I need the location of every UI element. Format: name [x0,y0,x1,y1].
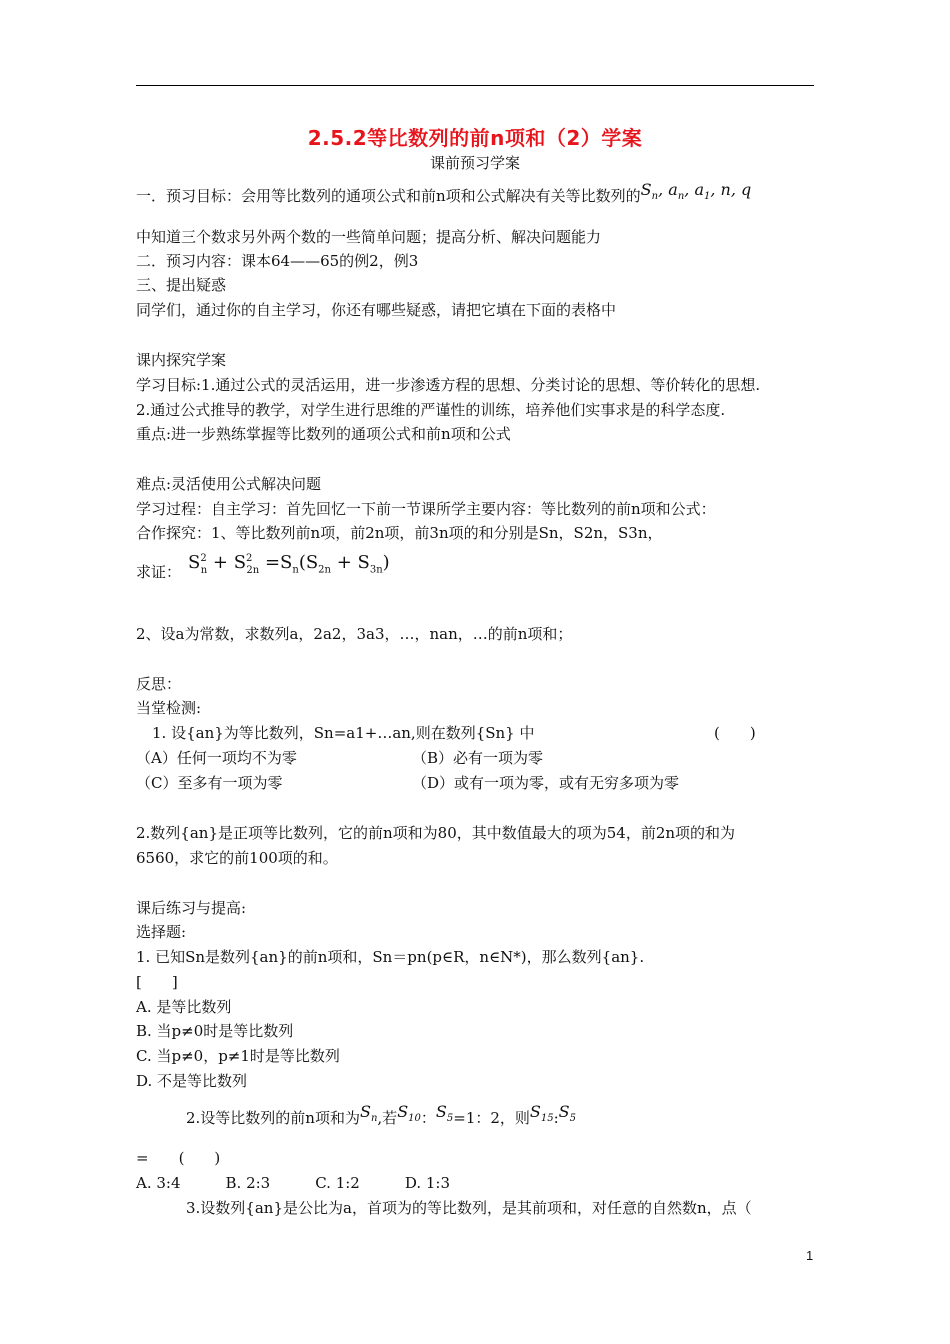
p2-text-d: =1：2，则 [453,1109,530,1127]
pre-doubt-text: 同学们，通过你的自主学习，你还有哪些疑惑，请把它填在下面的表格中 [136,301,617,319]
pre-goal-line [136,180,752,213]
after-problem-2 [186,1102,577,1135]
after-heading: 课后练习与提高: [136,899,247,917]
after-problem-1-blank: [ ] [136,973,178,991]
pre-content: 二．预习内容：课本64——65的例2，例3 [136,252,419,270]
inclass-key: 重点:进一步熟练掌握等比数列的通项公式和前n项和公式 [136,425,511,443]
inclass-check: 当堂检测: [136,699,202,717]
check-question-2: 2.数列{an}是正项等比数列，它的前n项和为80，其中数值最大的项为54，前2n项的和为 [136,824,736,842]
inclass-goal-1: 学习目标:1.通过公式的灵活运用，进一步渗透方程的思想、分类讨论的思想、等价转化的思想. [136,376,761,394]
p2-s10: $S_{10}$ [397,1102,421,1125]
check-option-a: （A）任何一项均不为零 [136,749,297,767]
after-p1-option-a: A. 是等比数列 [136,998,232,1016]
prove-formula: $S^2_n + S^2_{2n} =S_n(S_{2n} + S_{3n})$ [188,552,390,576]
inclass-reflect: 反思： [136,675,182,693]
check-option-b: （B）必有一项为零 [412,749,544,767]
page-number: 1 [806,1248,814,1263]
check-answer-blank: ( ) [714,724,756,742]
after-p1-option-c: C. 当p≠0，p≠1时是等比数列 [136,1047,340,1065]
pre-doubt: 三、提出疑惑 [136,276,227,294]
check-question-2-cont: 6560，求它的前100项的和。 [136,849,338,867]
check-question-1: 1. 设{an}为等比数列，Sn=a1+…an,则在数列{Sn} 中 [152,724,535,742]
pre-goal-text: 一．预习目标：会用等比数列的通项公式和前n项和公式解决有关等比数列的 [136,187,641,205]
section-subtitle: 课前预习学案 [429,154,520,172]
pre-goal-cont: 中知道三个数求另外两个数的一些简单问题；提高分析、解决问题能力 [136,228,602,246]
document-title: 2.5.2等比数列的前n项和（2）学案 [307,126,643,150]
after-problem-2-eq: = ( ) [136,1149,221,1167]
p2-text-e: : [553,1109,559,1127]
p2-text-a: 2.设等比数列的前n项和为 [186,1109,360,1127]
after-p1-option-d: D. 不是等比数列 [136,1072,248,1090]
after-problem-2-options: A. 3:4 B. 2:3 C. 1:2 D. 1:3 [136,1174,450,1192]
formula-variables: $S_n$, $a_n$, $a_1$, n, q [640,180,752,203]
inclass-coop: 合作探究：1、等比数列前n项，前2n项，前3n项的和分别是Sn，S2n，S3n， [136,524,663,542]
inclass-heading: 课内探究学案 [136,351,227,369]
after-p1-option-b: B. 当p≠0时是等比数列 [136,1022,294,1040]
p2-text-b: ,若 [377,1109,398,1127]
after-problem-3: 3.设数列{an}是公比为a，首项为的等比数列，是其前项和，对任意的自然数n，点（ [186,1199,752,1217]
p2-sn: $S_n$ [359,1102,378,1125]
header-rule [136,85,814,86]
inclass-goal-2: 2.通过公式推导的教学，对学生进行思维的严谨性的训练，培养他们实事求是的科学态度. [136,401,726,419]
check-option-c: （C）至多有一项为零 [136,774,283,792]
p2-s15: $S_{15}$ [529,1102,554,1125]
check-option-d: （D）或有一项为零，或有无穷多项为零 [412,774,680,792]
inclass-process: 学习过程：自主学习：首先回忆一下前一节课所学主要内容：等比数列的前n项和公式： [136,500,716,518]
p2-s5: $S_5$ [435,1102,454,1125]
p2-s5b: $S_5$ [558,1102,577,1125]
after-problem-1: 1. 已知Sn是数列{an}的前n项和，Sn＝pn(p∈R，n∈N*)，那么数列{an}. [136,948,645,966]
inclass-prove: 求证： [136,563,182,581]
inclass-difficulty: 难点:灵活使用公式解决问题 [136,475,322,493]
p2-text-c: ： [420,1109,436,1127]
inclass-question-2: 2、设a为常数，求数列a，2a2，3a3，…，nan，…的前n项和； [136,625,573,643]
after-choice: 选择题: [136,923,187,941]
